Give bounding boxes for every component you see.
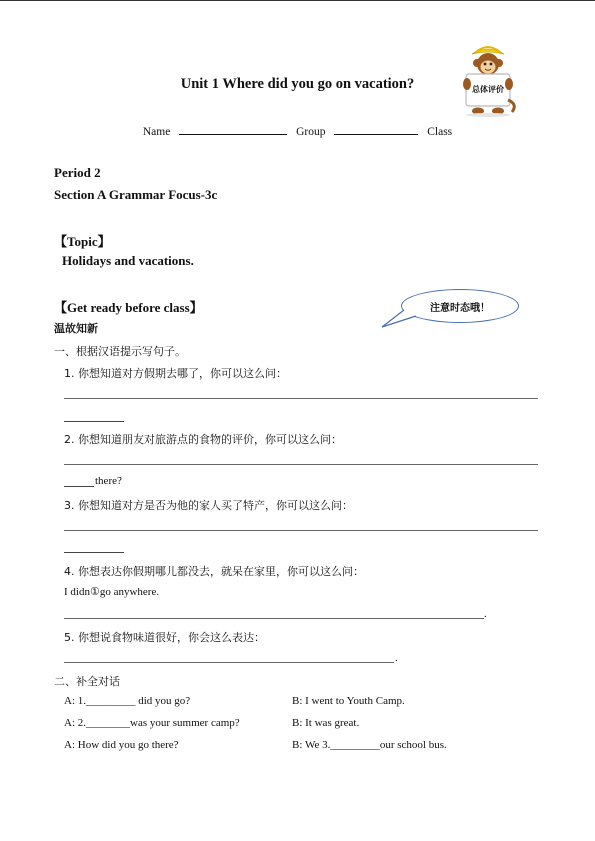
question-5-end: .	[395, 652, 398, 664]
bubble-tail-icon	[380, 308, 420, 330]
answer-line-2b[interactable]	[64, 486, 94, 487]
topic-text: Holidays and vacations.	[62, 253, 194, 268]
answer-line-3[interactable]	[64, 530, 538, 531]
dialog-b-3: B: We 3._________our school bus.	[292, 739, 447, 751]
review-heading: 温故知新	[54, 322, 98, 335]
question-2: 2. 你想知道朋友对旅游点的食物的评价，你可以这么问：	[64, 433, 342, 446]
question-4: 4. 你想表达你假期哪儿都没去，就呆在家里，你可以这么问：	[64, 565, 364, 578]
class-label: Class	[427, 126, 453, 138]
name-label: Name	[142, 126, 171, 138]
question-2-tail: there?	[95, 475, 122, 487]
question-1: 1. 你想知道对方假期去哪了，你可以这么问：	[64, 367, 287, 380]
question-4-start: I didn①go anywhere.	[64, 586, 160, 598]
answer-line-4[interactable]	[64, 618, 484, 619]
dialog-a-3: A: How did you go there?	[64, 739, 179, 751]
dialog-b-2: B: It was great.	[292, 717, 360, 729]
question-5: 5. 你想说食物味道很好，你会这么表达：	[64, 631, 265, 644]
question-3: 3. 你想知道对方是否为他的家人买了特产，你可以这么问：	[64, 499, 353, 512]
part2-heading: 二、补全对话	[54, 675, 120, 688]
answer-line-1[interactable]	[64, 398, 538, 399]
part1-heading: 一、根据汉语提示写句子。	[54, 345, 186, 358]
badge-label: 总体评价	[472, 85, 504, 94]
group-label: Group	[296, 126, 326, 138]
name-group-class-row	[0, 123, 595, 138]
period-heading: Period 2	[54, 165, 101, 180]
name-field[interactable]	[179, 123, 287, 135]
bubble-text: 注意时态哦！	[430, 303, 490, 314]
dialog-b-1: B: I went to Youth Camp.	[292, 695, 405, 707]
page-top-border	[0, 0, 595, 1]
dialog-a-1: A: 1._________ did you go?	[64, 695, 191, 707]
answer-line-5[interactable]	[64, 662, 394, 663]
answer-line-1b[interactable]	[64, 421, 124, 422]
answer-line-3b[interactable]	[64, 552, 124, 553]
answer-line-2[interactable]	[64, 464, 538, 465]
topic-heading: 【Topic】	[54, 234, 111, 249]
dialog-a-2: A: 2.________was your summer camp?	[64, 717, 240, 729]
section-heading: Section A Grammar Focus-3c	[54, 187, 218, 202]
group-field[interactable]	[334, 123, 418, 135]
ready-heading: 【Get ready before class】	[54, 300, 203, 315]
page-title: Unit 1 Where did you go on vacation?	[180, 76, 415, 92]
question-4-end: .	[484, 608, 487, 620]
